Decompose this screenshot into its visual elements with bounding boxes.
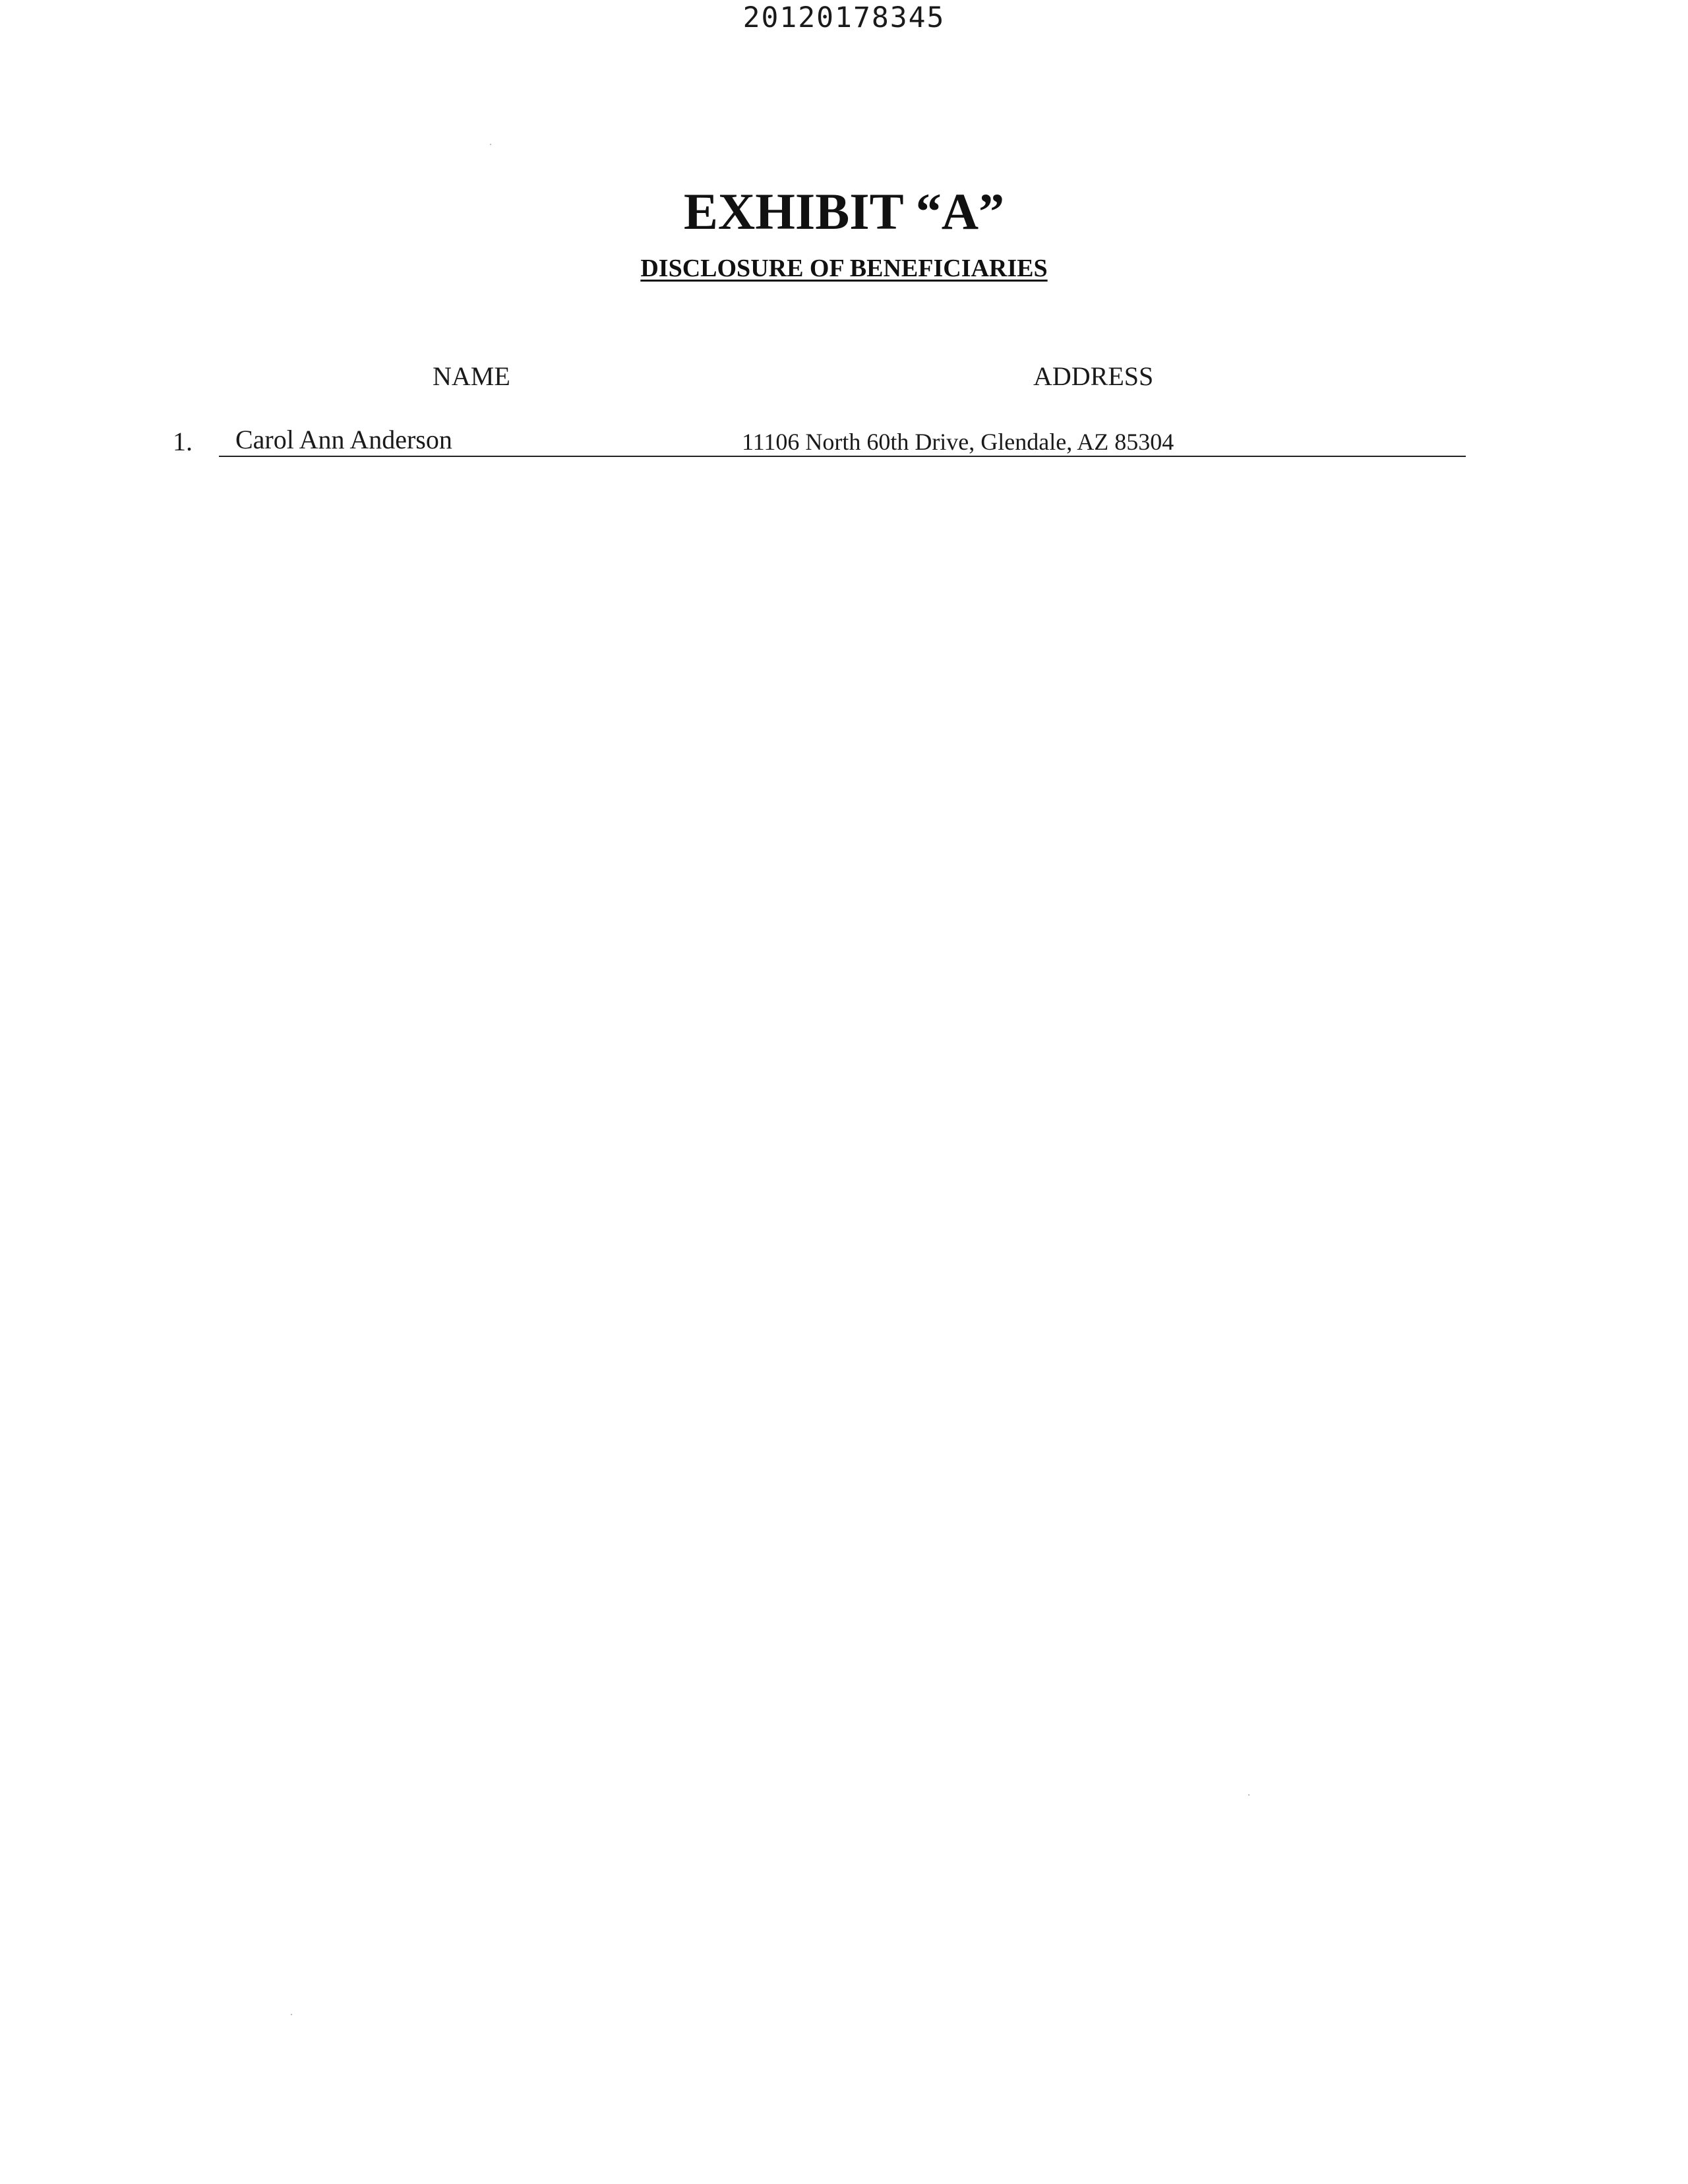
beneficiary-address: 11106 North 60th Drive, Glendale, AZ 85304 — [742, 429, 1174, 455]
scan-speck — [490, 144, 491, 145]
beneficiary-number: 1. — [173, 427, 193, 456]
beneficiary-name: Carol Ann Anderson — [235, 425, 452, 454]
disclosure-subtitle: DISCLOSURE OF BENEFICIARIES — [640, 255, 1048, 282]
name-underline — [219, 456, 532, 457]
scan-speck — [291, 2014, 292, 2015]
name-column-header: NAME — [433, 361, 510, 391]
address-column-header: ADDRESS — [1033, 361, 1154, 391]
address-underline — [532, 456, 1466, 457]
scan-speck — [1248, 1794, 1250, 1796]
recording-number: 20120178345 — [742, 1, 946, 34]
exhibit-title: EXHIBIT “A” — [683, 183, 1005, 240]
